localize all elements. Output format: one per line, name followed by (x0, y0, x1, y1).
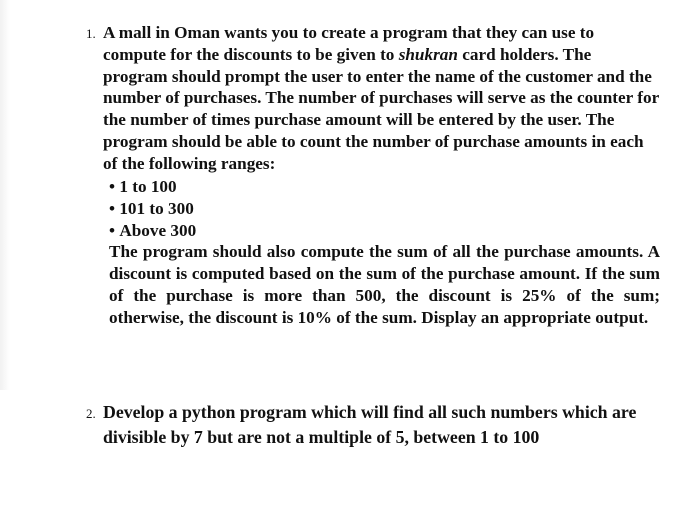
question-2-body (103, 400, 660, 449)
purchase-ranges-list (103, 176, 660, 241)
question-1-details (103, 176, 660, 329)
question-1-body (103, 22, 660, 175)
left-edge-shadow (0, 0, 10, 390)
question-1-intro-italic: shukran (398, 44, 458, 64)
question-1-intro (82, 22, 660, 175)
range-item: • 1 to 100 (109, 176, 660, 198)
question-2 (82, 400, 660, 449)
range-item: • 101 to 300 (109, 198, 660, 220)
question-2-number: 2. (86, 406, 96, 421)
question-2-text: Develop a python program which will find all such numbers which are divisible by 7 but are not a multiple of 5, between 1 to 100 (103, 402, 637, 447)
question-1-closing: The program should also compute the sum of all the purchase amounts. A discount is computed based on the sum of the purchase amount. If the sum of the purchase is more than 500, the discount is 25% of the sum; otherwise, the discount is 10% of the sum. Display an appropriate output. (109, 242, 660, 327)
question-2-header (82, 400, 660, 449)
question-1-header (82, 22, 660, 175)
question-1 (82, 22, 660, 175)
question-1-number: 1. (86, 26, 96, 41)
question-1-intro-part2: card holders. The program should prompt the user to enter the name of the customer and the number of purchases. The number of purchases will serve as the counter for the number of times purchase amount will be entered by the user. The program should be able to count the number of purchase amounts in each of the following ranges: (103, 44, 659, 173)
range-item: • Above 300 (109, 220, 660, 242)
question-1-intro-part1: A mall in Oman wants you to create a program that they can use to compute for the discounts to be given to (103, 23, 595, 64)
